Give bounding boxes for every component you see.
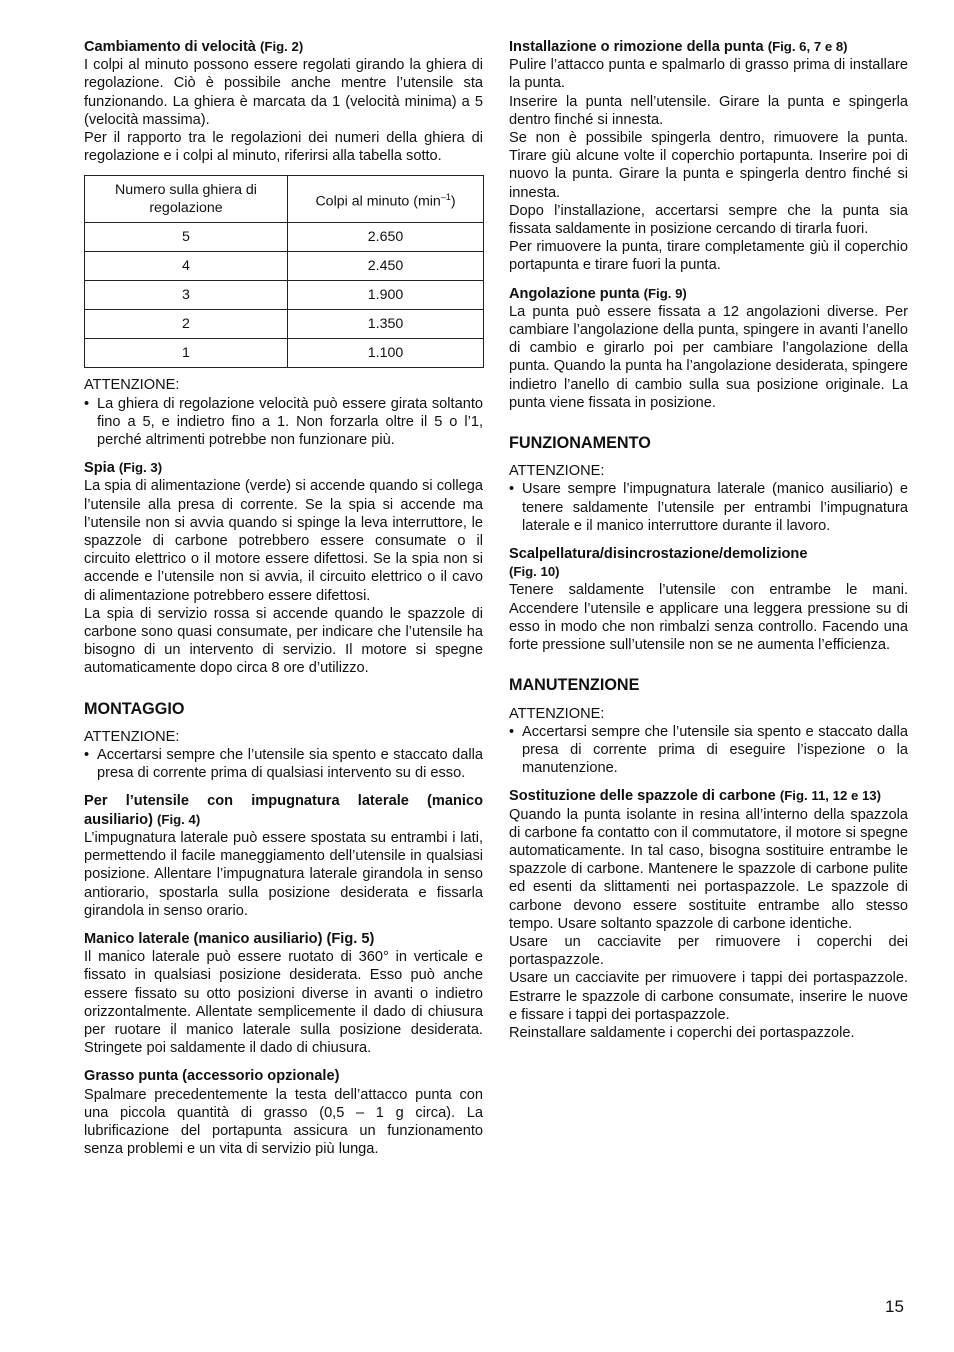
carbon-brush-paragraph-2: Usare un cacciavite per rimuovere i coperchi dei portaspazzole.	[509, 933, 908, 969]
lamp-paragraph: La spia di alimentazione (verde) si accende quando si collega l’utensile alla presa di corrente. Se la spia si accende ma l’utensile non si avvia quando si spinge la leva interruttore, le spazzole di carbone potrebbero essere consumate o il circuito elettrico o il motore essere difettosi. Se la spia non si accende e l’utensile non si avvia, il circuito elettrico o il cavo di alimentazione potrebbero essere difettosi.	[84, 478, 483, 604]
caution-label: ATTENZIONE:	[509, 705, 605, 722]
bit-install-paragraph-2: Inserire la punta nell’utensile. Girare la punta e spingerla dentro finché si innesta.	[509, 93, 908, 128]
lamp-paragraph-2: La spia di servizio rossa si accende quando le spazzole di carbone sono quasi consumate, per indicare che l’utensile ha bisogno di un intervento di servizio. Il motore si spegne automaticamente dopo circa 8 ore d’utilizzo.	[84, 605, 483, 677]
side-handle-title: Manico laterale (manico ausiliario) (Fig. 5)	[84, 930, 375, 947]
table-row	[85, 310, 484, 339]
bit-grease-title: Grasso punta (accessorio opzionale)	[84, 1068, 340, 1085]
blows-cell: 2.650	[288, 223, 484, 252]
bit-install-title: Installazione o rimozione della punta (Fig. 6, 7 e 8)	[509, 39, 848, 55]
blows-column-header: Colpi al minuto $(\min^{-1})$	[288, 176, 484, 223]
blows-cell: 2.450	[288, 252, 484, 281]
speed-change-paragraph: I colpi al minuto possono essere regolati girando la ghiera di regolazione. Ciò è possibile anche mentre l’utensile sta funzionando. La ghiera è marcata da 1 (velocità minima) a 5 (velocità massima).	[84, 57, 483, 128]
left-column	[84, 38, 483, 1158]
operation-heading: FUNZIONAMENTO	[509, 434, 651, 453]
dial-cell: 2	[85, 310, 288, 339]
chipping-paragraph: Tenere saldamente l’utensile con entrambe le mani. Accendere l’utensile e applicare una leggera pressione su di esso in modo che non rimbalzi senza controllo. Facendo una forte pressione sull’utensile non se ne aumenta l’efficienza.	[509, 582, 908, 654]
blows-cell: 1.100	[288, 339, 484, 368]
table-row	[85, 281, 484, 310]
chipping-fig-ref: (Fig. 10)	[509, 564, 560, 580]
speed-change-title: Cambiamento di velocità (Fig. 2)	[84, 39, 304, 55]
dial-cell: 5	[85, 223, 288, 252]
carbon-brush-paragraph: Quando la punta isolante in resina all’interno della spazzola di carbone fa contatto con il commutatore, il motore si spegne automaticamente. In tal caso, bisogna sostituire entrambe le spazzole di carbone. Mantenere le spazzole di carbone pulite ed esenti da slittamenti nei portaspazzole. Le spazzole di carbone devono essere sostituite entrambe allo stesso tempo. Usare soltanto spazzole di carbone identiche.	[509, 806, 908, 932]
bit-install-paragraph: Pulire l’attacco punta e spalmarlo di grasso prima di installare la punta.	[509, 57, 908, 92]
side-grip-paragraph: L’impugnatura laterale può essere spostata su entrambi i lati, permettendo il facile maneggiamento dell’utensile in qualsiasi posizione. Allentare l’impugnatura laterale girandola in senso antiorario, spostarla sulla posizione desiderata e fissarla girandola in senso orario.	[84, 829, 483, 919]
bit-install-paragraph-3: Se non è possibile spingerla dentro, rimuovere la punta. Tirare giù alcune volte il coperchio portapunta. Inserire poi di nuovo la punta. Girare la punta e spingerla dentro finché si innesta.	[509, 130, 908, 201]
caution-label: ATTENZIONE:	[84, 377, 180, 394]
side-handle-paragraph: Il manico laterale può essere ruotato di 360° in verticale e fissato in qualsiasi posizione desiderata. Esso può anche essere fissato su otto posizioni diverse in avanti o indietro orizzontalmente. Allentate semplicemente il dado di chiusura per ruotare il manico laterale sulla posizione desiderata. Stringete poi saldamente il dado di chiusura.	[84, 949, 483, 1057]
carbon-brush-paragraph-4: Reinstallare saldamente i coperchi dei portaspazzole.	[509, 1024, 855, 1041]
bit-grease-paragraph: Spalmare precedentemente la testa dell’attacco punta con una piccola quantità di grasso (0,5 – 1 g circa). La lubrificazione del portapunta assicura un funzionamento senza problemi e un vita di servizio più lunga.	[84, 1086, 483, 1158]
right-column	[509, 38, 908, 1042]
page-number: 15	[885, 1297, 904, 1316]
dial-column-header: Numero sulla ghiera di regolazione	[85, 176, 288, 223]
caution-label: ATTENZIONE:	[509, 463, 605, 480]
speed-table	[84, 175, 484, 368]
table-row	[85, 223, 484, 252]
speed-table-intro: Per il rapporto tra le regolazioni dei numeri della ghiera di regolazione e i colpi al minuto, riferirsi alla tabella sotto.	[84, 130, 483, 165]
carbon-brush-paragraph-3: Usare un cacciavite per rimuovere i tappi dei portaspazzole. Estrarre le spazzole di carbone consumate, inserire le nuove e fissare i tappi dei portaspazzole.	[509, 970, 908, 1023]
caution-label: ATTENZIONE:	[84, 728, 180, 745]
blows-cell: 1.350	[288, 310, 484, 339]
dial-cell: 4	[85, 252, 288, 281]
table-row	[85, 252, 484, 281]
table-header-row	[85, 176, 484, 223]
dial-cell: 1	[85, 339, 288, 368]
caution-item: • Usare sempre l’impugnatura laterale (manico ausiliario) e tenere saldamente l’utensile per entrambi l’impugnatura laterale e il manico interruttore durante il lavoro.	[509, 480, 908, 535]
carbon-brush-title: Sostituzione delle spazzole di carbone (Fig. 11, 12 e 13)	[509, 788, 882, 805]
assembly-heading: MONTAGGIO	[84, 699, 185, 718]
dial-cell: 3	[85, 281, 288, 310]
maintenance-heading: MANUTENZIONE	[509, 676, 640, 695]
caution-item: • Accertarsi sempre che l’utensile sia spento e staccato dalla presa di corrente prima di qualsiasi intervento su di esso.	[84, 746, 483, 782]
side-grip-title: Per l’utensile con impugnatura laterale (manico ausiliario) (Fig. 4)	[84, 793, 483, 828]
lamp-title: Spia (Fig. 3)	[84, 460, 163, 477]
bit-install-paragraph-4: Dopo l’installazione, accertarsi sempre che la punta sia fissata saldamente in posizione cercando di tirarla fuori.	[509, 202, 908, 238]
chipping-title: Scalpellatura/disincrostazione/demolizione	[509, 546, 808, 563]
caution-item: • Accertarsi sempre che l’utensile sia spento e staccato dalla presa di corrente prima di eseguire l’ispezione o la manutenzione.	[509, 723, 908, 778]
caution-item: • La ghiera di regolazione velocità può essere girata soltanto fino a 5, e indietro fino a 1. Non forzarla oltre il 5 o l’1, perché altrimenti potrebbe non funzionare più.	[84, 395, 483, 450]
bit-angle-paragraph: La punta può essere fissata a 12 angolazioni diverse. Per cambiare l’angolazione della punta, spingere in avanti l’anello di cambio e girarlo poi per cambiare l’angolazione della punta. Quando la punta ha l’angolazione desiderata, spingere indietro l’anello di cambio sulla sua posizione originale. La punta viene fissata in posizione.	[509, 303, 908, 411]
table-row	[85, 339, 484, 368]
bit-install-paragraph-5: Per rimuovere la punta, tirare completamente giù il coperchio portapunta e tirare fuori la punta.	[509, 239, 908, 274]
blows-cell: 1.900	[288, 281, 484, 310]
bit-angle-title: Angolazione punta (Fig. 9)	[509, 285, 687, 302]
